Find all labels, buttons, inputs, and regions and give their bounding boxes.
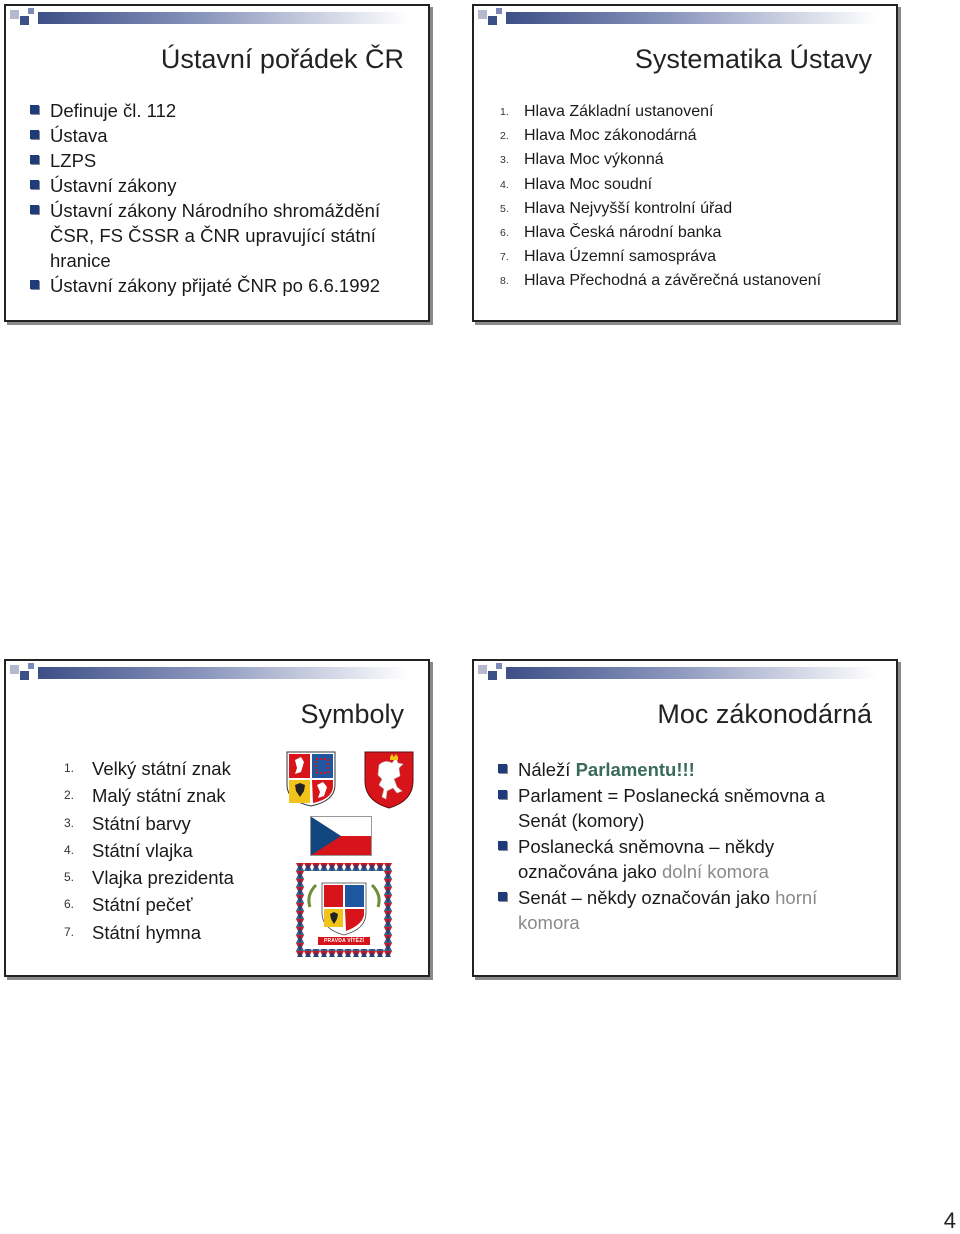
numbered-list <box>64 755 234 946</box>
list-item: 5. Hlava Nejvyšší kontrolní úřad <box>500 199 733 217</box>
square-bullet-icon <box>30 205 39 214</box>
slide-title: Symboly <box>300 699 404 729</box>
slide-title: Ústavní pořádek ČR <box>160 44 404 74</box>
slide-title: Systematika Ústavy <box>634 44 872 74</box>
list-item: 4. Hlava Moc soudní <box>500 175 653 193</box>
list-item: 6. Státní pečeť <box>64 894 193 916</box>
list-item: Ústava <box>30 123 410 148</box>
slide-title: Moc zákonodárná <box>657 699 872 729</box>
list-item: Parlament = Poslanecká sněmovna a Senát (komory) <box>498 783 878 833</box>
square-bullet-icon <box>30 155 39 164</box>
square-bullet-icon <box>498 892 507 901</box>
list-item: 7. Hlava Územní samospráva <box>500 248 717 266</box>
slide-symboly <box>4 659 430 977</box>
square-bullet-icon <box>30 180 39 189</box>
list-item: Senát – někdy označován jako horní komora <box>498 885 878 935</box>
list-item: 5. Vlajka prezidenta <box>64 867 234 889</box>
list-item: Ústavní zákony <box>30 173 410 198</box>
slide-systematika-ustavy <box>472 4 898 322</box>
list-item: Definuje čl. 112 <box>30 98 410 123</box>
list-item: 3. Hlava Moc výkonná <box>500 151 664 169</box>
highlight-dolni-komora: dolní komora <box>662 861 769 882</box>
list-item: Poslanecká sněmovna – někdy označována jako dolní komora <box>498 834 878 884</box>
state-flag-image <box>310 816 372 856</box>
list-item: 2. Malý státní znak <box>64 785 226 807</box>
great-coat-of-arms-image <box>286 751 336 807</box>
bullet-list <box>498 757 878 936</box>
slide-moc-zakonodarna <box>472 659 898 977</box>
list-item: Ústavní zákony přijaté ČNR po 6.6.1992 <box>30 273 410 298</box>
list-item: 1. Hlava Základní ustanovení <box>500 103 714 120</box>
square-bullet-icon <box>30 130 39 139</box>
list-item: Náleží Parlamentu!!! <box>498 757 878 782</box>
list-item: 1. Velký státní znak <box>64 758 231 779</box>
slide-decoration <box>6 661 430 685</box>
list-item: 4. Státní vlajka <box>64 839 193 861</box>
list-item: Ústavní zákony Národního shromáždění ČSR, FS ČSSR a ČNR upravující státní hranice <box>30 198 410 273</box>
slide-ustavni-poradek <box>4 4 430 322</box>
small-coat-of-arms-image <box>364 751 414 809</box>
square-bullet-icon <box>30 105 39 114</box>
numbered-list <box>500 100 821 294</box>
page-number: 4 <box>943 1208 956 1233</box>
list-item: LZPS <box>30 148 410 173</box>
square-bullet-icon <box>498 764 507 773</box>
slide-decoration <box>474 661 898 685</box>
highlight-parlament: Parlamentu!!! <box>575 759 695 780</box>
bullet-list <box>30 98 410 298</box>
list-item: 7. Státní hymna <box>64 921 202 943</box>
square-bullet-icon <box>498 790 507 799</box>
list-item: 8. Hlava Přechodná a závěrečná ustanovení <box>500 272 822 290</box>
slide-decoration <box>6 6 430 30</box>
highlight-horni-komora: horní komora <box>518 887 818 933</box>
list-item: 2. Hlava Moc zákonodárná <box>500 127 697 145</box>
square-bullet-icon <box>30 280 39 289</box>
square-bullet-icon <box>498 841 507 850</box>
slide-decoration <box>474 6 898 30</box>
list-item: 6. Hlava Česká národní banka <box>500 224 722 242</box>
flag-motto: PRAVDA VÍTĚZÍ <box>323 938 365 944</box>
list-item: 3. Státní barvy <box>64 812 191 834</box>
